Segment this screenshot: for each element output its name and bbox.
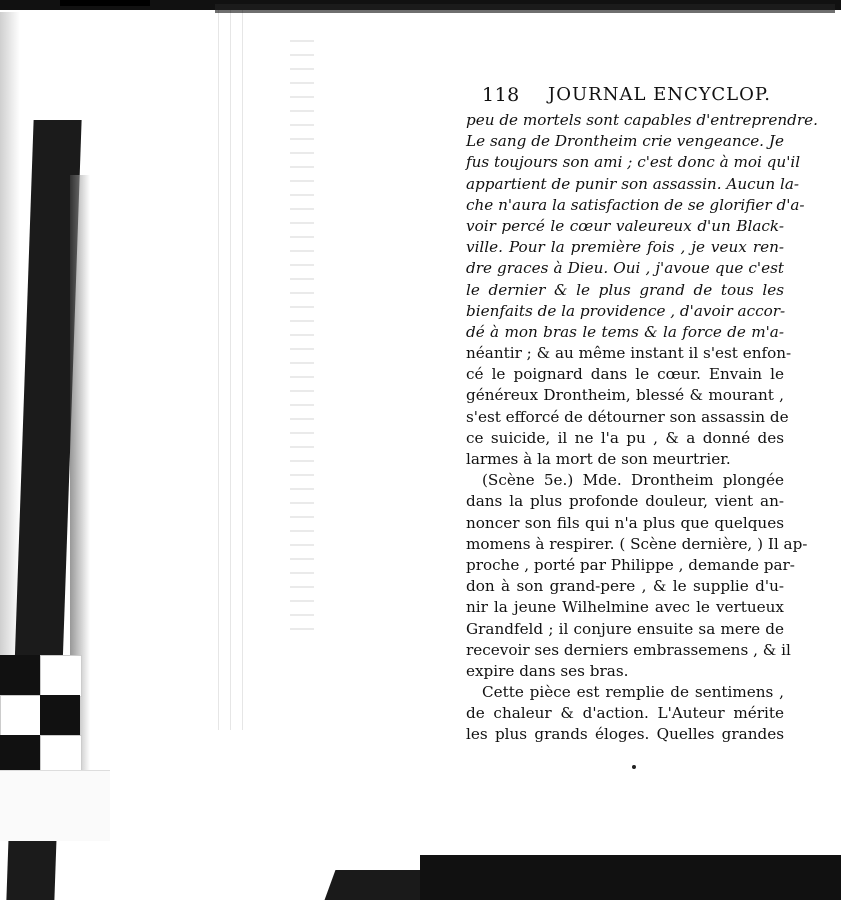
running-head: JOURNAL ENCYCLOP. <box>548 84 772 105</box>
text-line: (Scène 5e.) Mde. Drontheim plongée <box>482 471 784 490</box>
text-line: de chaleur & d'action. L'Auteur mérite <box>466 704 784 723</box>
text-line: le dernier & le plus grand de tous les <box>466 280 784 299</box>
scan-edge-top-mark <box>60 0 150 6</box>
text-line: fus toujours son ami ; c'est donc à moi qu'il <box>466 153 801 172</box>
page-text-block <box>466 84 818 746</box>
scan-edge-top-shadow <box>215 4 835 13</box>
text-line: cé le poignard dans le cœur. Envain le <box>466 365 784 384</box>
page-header <box>466 84 784 110</box>
color-calibration-target <box>0 655 82 775</box>
text-line: momens à respirer. ( Scène dernière, ) Il ap- <box>466 534 808 553</box>
page-number: 118 <box>482 84 520 106</box>
text-line: néantir ; & au même instant il s'est enfon- <box>466 344 792 363</box>
text-line: s'est efforcé de détourner son assassin de <box>466 407 789 426</box>
text-line: dé à mon bras le tems & la force de m'a- <box>466 322 784 341</box>
text-line: les plus grands éloges. Quelles grandes <box>466 725 784 744</box>
text-line: Le sang de Drontheim crie vengeance. Je <box>466 132 784 151</box>
text-line: Grandfeld ; il conjure ensuite sa mere de <box>466 619 784 638</box>
text-line: ville. Pour la première fois , je veux ren- <box>466 238 784 257</box>
scan-edge-left-panel <box>0 770 110 841</box>
text-line: peu de mortels sont capables d'entreprendre. <box>466 111 818 129</box>
ink-speck <box>632 765 636 769</box>
text-line: voir percé le cœur valeureux d'un Black- <box>466 216 784 235</box>
bleed-through-marks <box>212 10 254 730</box>
text-line: don à son grand-pere , & le supplie d'u- <box>466 577 784 596</box>
text-line: bienfaits de la providence , d'avoir accor- <box>466 301 786 320</box>
text-line: proche , porté par Philippe , demande par- <box>466 555 795 574</box>
text-line: expire dans ses bras. <box>466 661 629 680</box>
text-line: généreux Drontheim, blessé & mourant , <box>466 386 784 405</box>
text-line: nir la jeune Wilhelmine avec le vertueux <box>466 598 784 617</box>
text-line: Cette pièce est remplie de sentimens , <box>482 683 784 702</box>
text-line: noncer son fils qui n'a plus que quelques <box>466 513 784 532</box>
scan-edge-bottom <box>420 855 841 900</box>
body-text <box>466 110 818 746</box>
text-line: dre graces à Dieu. Oui , j'avoue que c'est <box>466 259 784 278</box>
text-line: appartient de punir son assassin. Aucun la- <box>466 174 800 193</box>
text-line: che n'aura la satisfaction de se glorifier d'a- <box>466 195 805 214</box>
text-line: larmes à la mort de son meurtrier. <box>466 450 731 468</box>
text-line: recevoir ses derniers embrassemens , & il <box>466 640 791 659</box>
text-line: ce suicide, il ne l'a pu , & a donné des <box>466 428 784 447</box>
text-line: dans la plus profonde douleur, vient an- <box>466 492 784 511</box>
bleed-through-marks-2 <box>290 40 314 640</box>
